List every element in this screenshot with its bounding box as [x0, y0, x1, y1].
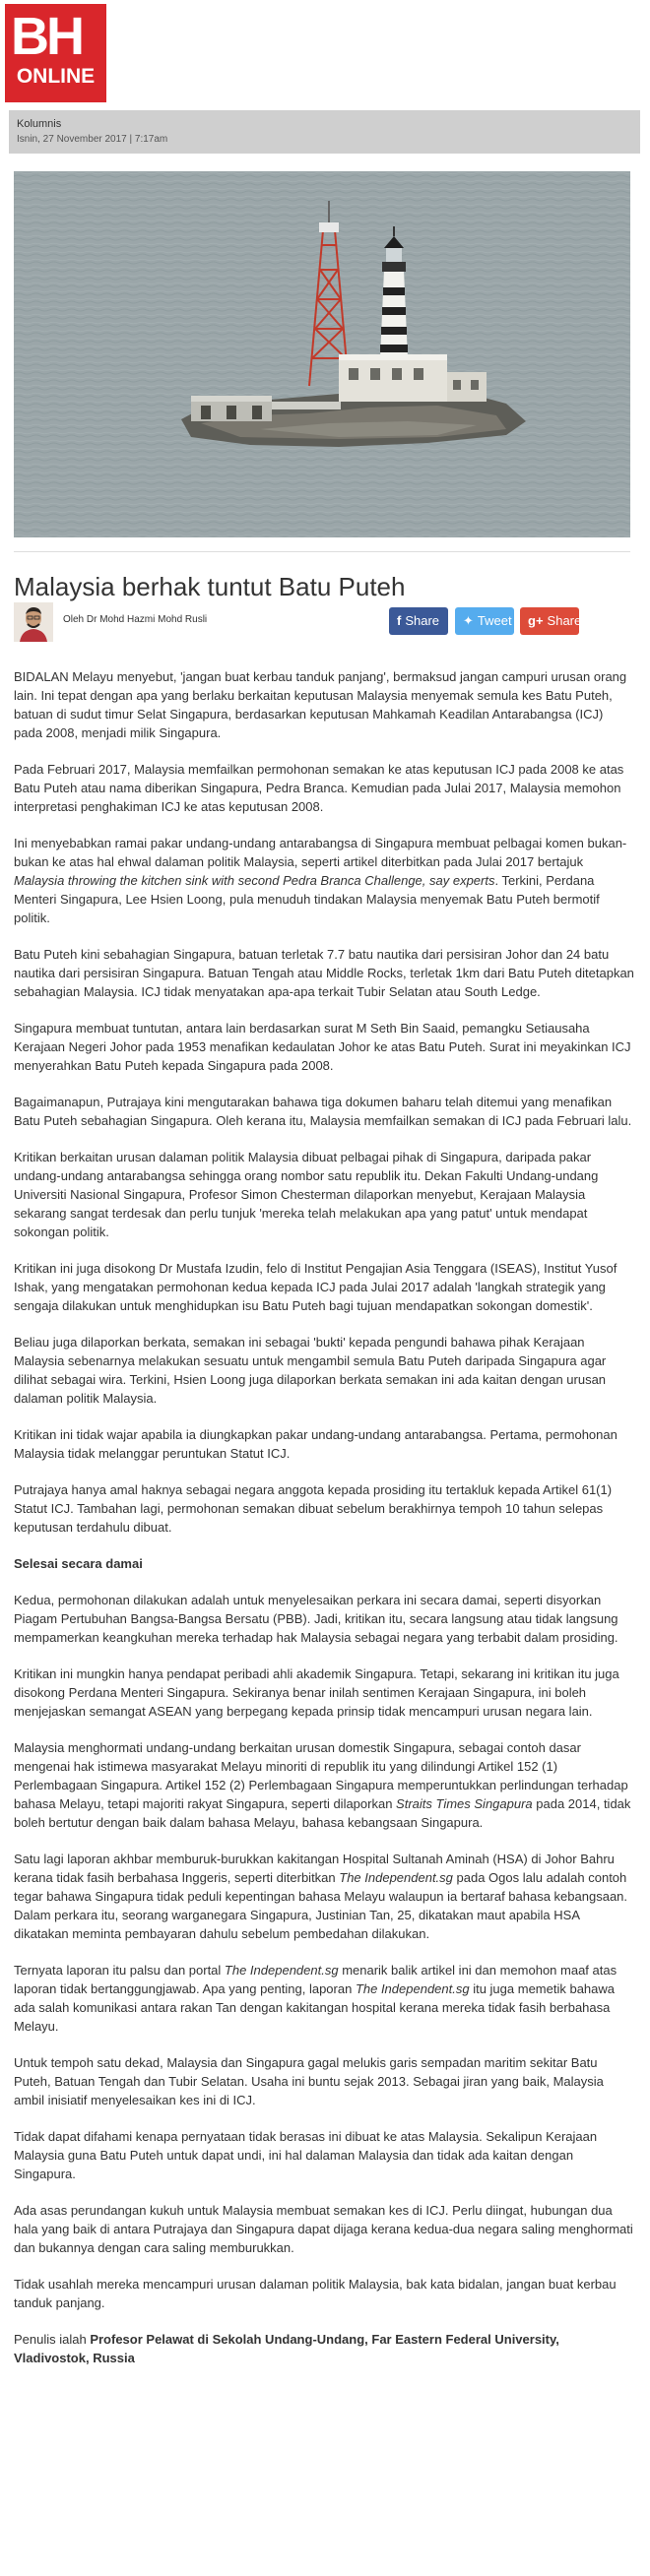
paragraph-7: Kritikan berkaitan urusan dalaman politik Malaysia dibuat pelbagai pihak di Singapura, daripada pakar undang-undang antarabangsa sehingga orang nombor satu republik itu. Dekan Fakulti Undang-undang Universiti Nasional Singapura, Profesor Simon Chesterman dilaporkan menyebut, Kerajaan Malaysia sekarang sangat terdesak dan perlu tunjuk 'mereka telah melakukan apa yang patut' untuk mendapat sokongan politik. [14, 1150, 599, 1239]
paragraph-18: Tidak dapat difahami kenapa pernyataan tidak berasas ini dibuat ke atas Malaysia. Sekalipun Kerajaan Malaysia guna Batu Puteh untuk dapat undi, ini hal dalaman Malaysia dan tidak ada kaitan dengan Singapura. [14, 2129, 598, 2181]
google-plus-share-button[interactable] [520, 607, 582, 635]
section-subheading: Selesai secara damai [14, 1556, 143, 1571]
writer-note [14, 2330, 634, 2367]
paragraph-16-text-b: menarik balik artikel ini dan memohon maaf atas laporan tidak bertanggungjawab. Apa yang penting, laporan [14, 1963, 618, 1996]
twitter-bird-icon: ✦ [463, 613, 474, 628]
paragraph-4: Batu Puteh kini sebahagian Singapura, batuan terletak 7.7 batu nautika dari persisiran Johor dan 24 batu nautika dari persisiran Singapura. Batuan Tengah atau Middle Rocks, terletak 1km dari Batu Puteh ditetapkan sebahagian Malaysia. ICJ tidak menyatakan apa-apa terkait Tubir Selatan atau South Ledge. [14, 947, 634, 999]
paragraph-16 [14, 1961, 634, 2036]
paragraph-16-text-c: itu juga memetik bahawa ada salah komunikasi antara rakan Tan dengan kakitangan hospital kerana mereka tidak fasih berbahasa Melayu. [14, 1981, 616, 2034]
paragraph-15-publication: The Independent.sg [339, 1870, 453, 1885]
article-body [14, 667, 634, 2385]
paragraph-3 [14, 834, 634, 927]
paragraph-11: Putrajaya hanya amal haknya sebagai negara anggota kepada prosiding itu tertakluk kepada Artikel 61(1) Statut ICJ. Tambahan lagi, permohonan semakan dibuat sebelum berakhirnya tempoh 10 tahun selepas keputusan terdahulu dibuat. [14, 1482, 613, 1535]
header-divider [14, 551, 630, 552]
paragraph-12: Kedua, permohonan dilakukan adalah untuk menyelesaikan perkara ini secara damai, seperti disyorkan Piagam Pertubuhan Bangsa-Bangsa Bersatu (PBB). Jadi, kritikan itu, secara langsung atau tidak langsung mempamerkan keangkuhan mereka terhadap hak Malaysia sebagai negara yang terbabit dalam prosiding. [14, 1593, 618, 1645]
google-plus-icon: g+ [528, 613, 544, 628]
paragraph-19: Ada asas perundangan kukuh untuk Malaysia membuat semakan kes di ICJ. Perlu diingat, hubungan dua hala yang baik di antara Putrajaya dan Singapura dapat dijaga kerana kedua-dua negara saling menghormati dan bukannya dengan cara saling memburukkan. [14, 2203, 633, 2255]
hero-image-lighthouse [14, 171, 630, 537]
paragraph-9: Beliau juga dilaporkan berkata, semakan ini sebagai 'bukti' kepada pengundi bahawa pihak Kerajaan Malaysia sebenarnya melakukan sesuatu untuk mengambil semula Batu Puteh daripada Singapura agar dilihat sebagai wira. Terkini, Hsien Loong juga dilaporkan berkata semakan ini ada kaitan dengan urusan dalaman politik Malaysia. [14, 1335, 607, 1406]
paragraph-15 [14, 1850, 634, 1943]
logo-bh-text: BH [11, 7, 82, 66]
paragraph-3-text-b: . Terkini, Perdana Menteri Singapura, Lee Hsien Loong, pula menuduh tindakan Malaysia menyemak Batu Puteh bermotif politik. [14, 873, 600, 925]
paragraph-14-publication: Straits Times Singapura [396, 1796, 533, 1811]
publish-datetime: Isnin, 27 November 2017 | 7:17am [17, 134, 168, 145]
author-byline: Oleh Dr Mohd Hazmi Mohd Rusli [63, 614, 208, 625]
category-label: Kolumnis [17, 118, 62, 130]
facebook-share-button[interactable] [389, 607, 448, 635]
paragraph-10: Kritikan ini tidak wajar apabila ia diungkapkan pakar undang-undang antarabangsa. Pertama, permohonan Malaysia tidak melanggar peruntukan Statut ICJ. [14, 1427, 618, 1461]
twitter-tweet-button[interactable] [455, 607, 514, 635]
paragraph-15-text-a: Satu lagi laporan akhbar memburuk-burukkan kakitangan Hospital Sultanah Aminah (HSA) di Johor Bahru kerana tidak fasih berbahasa Inggeris, seperti diterbitkan [14, 1852, 615, 1885]
paragraph-3-text-a: Ini menyebabkan ramai pakar undang-undang antarabangsa di Singapura membuat pelbagai komen bukan-bukan ke atas hal ehwal dalaman politik Malaysia, seperti artikel diterbitkan pada Julai 2017 bertajuk [14, 836, 627, 869]
paragraph-8: Kritikan ini juga disokong Dr Mustafa Izudin, felo di Institut Pengajian Asia Tenggara (ISEAS), Institut Yusof Ishak, yang mengatakan permohonan kedua kepada ICJ pada Julai 2017 adalah 'langkah strategik yang sengaja dilakukan untuk menghidupkan isu Batu Puteh bagi tujuan mendapatkan sokongan domestik'. [14, 1261, 618, 1313]
author-portrait-icon [14, 602, 53, 642]
paragraph-14 [14, 1738, 634, 1832]
paragraph-16-publication-2: The Independent.sg [355, 1981, 470, 1996]
paragraph-1: BIDALAN Melayu menyebut, 'jangan buat kerbau tanduk panjang', bermaksud jangan campuri urusan orang lain. Ini tepat dengan apa yang berlaku berkaitan keputusan Malaysia menyemak semula kes Batu Puteh, batuan di sudut timur Selat Singapura, berdasarkan keputusan Mahkamah Keadilan Antarabangsa (ICJ) pada 2008, menjadi milik Singapura. [14, 669, 627, 740]
paragraph-17: Untuk tempoh satu dekad, Malaysia dan Singapura gagal melukis garis sempadan maritim sekitar Batu Puteh, Batuan Tengah dan Tubir Selatan. Usaha ini buntu sejak 2013. Sebagai jiran yang baik, Malaysia ambil inisiatif menyelesaikan kes ini di ICJ. [14, 2055, 604, 2107]
paragraph-16-publication-1: The Independent.sg [224, 1963, 339, 1978]
article-headline: Malaysia berhak tuntut Batu Puteh [14, 572, 406, 601]
writer-note-prefix: Penulis ialah [14, 2332, 91, 2347]
article-meta-bar [9, 110, 640, 154]
paragraph-5: Singapura membuat tuntutan, antara lain berdasarkan surat M Seth Bin Saaid, pemangku Setiausaha Kerajaan Negeri Johor pada 1953 menafikan kedaulatan Johor ke atas Batu Puteh. Surat ini meyakinkan ICJ menyerahkan Batu Puteh kepada Singapura pada 2008. [14, 1021, 631, 1073]
twitter-tweet-label: Tweet [477, 613, 512, 628]
writer-note-affiliation: Profesor Pelawat di Sekolah Undang-Undang, Far Eastern Federal University, Vladivostok, Russia [14, 2332, 559, 2365]
paragraph-20: Tidak usahlah mereka mencampuri urusan dalaman politik Malaysia, bak kata bidalan, jangan buat kerbau tanduk panjang. [14, 2277, 617, 2310]
logo-online-text: ONLINE [16, 65, 96, 88]
paragraph-15-text-b: pada Ogos lalu adalah contoh tegar bahawa Singapura tidak peduli kepentingan bahasa Melayu walaupun ia bertaraf bahasa kebangsaan. Dalam perkara itu, seorang warganegara Singapura, Justinian Tan, 25, dikatakan maut apabila HSA dikatakan meminta pembayaran dahulu sebelum pembedahan dilakukan. [14, 1870, 628, 1941]
paragraph-16-text-a: Ternyata laporan itu palsu dan portal [14, 1963, 225, 1978]
paragraph-13: Kritikan ini mungkin hanya pendapat peribadi ahli akademik Singapura. Tetapi, sekarang ini kritikan itu juga disokong Perdana Menteri Singapura. Sekiranya benar inilah sentimen Kerajaan Singapura, ini boleh menjejaskan semangat ASEAN yang berpegang kepada prinsip tidak mencampuri urusan negara lain. [14, 1666, 619, 1719]
paragraph-14-text-b: pada 2014, tidak boleh bertutur dengan baik dalam bahasa Melayu, bahasa kebangsaan Singapura. [14, 1796, 631, 1830]
facebook-icon: f [397, 613, 402, 628]
facebook-share-label: Share [405, 613, 440, 628]
paragraph-2: Pada Februari 2017, Malaysia memfailkan permohonan semakan ke atas keputusan ICJ pada 2008 ke atas Batu Puteh atau nama diberikan Singapura, Pedra Branca. Kemudian pada Julai 2017, Malaysia memohon interpretasi penghakiman ICJ ke atas keputusan 2008. [14, 762, 624, 814]
google-plus-share-label: Share [547, 613, 582, 628]
lighthouse-illustration [14, 171, 630, 537]
paragraph-6: Bagaimanapun, Putrajaya kini mengutarakan bahawa tiga dokumen baharu telah ditemui yang menafikan Batu Puteh sebahagian Singapura. Oleh kerana itu, Malaysia memfailkan semakan di ICJ pada Februari lalu. [14, 1095, 632, 1128]
author-avatar [14, 602, 53, 642]
bh-online-logo[interactable] [5, 4, 106, 102]
paragraph-14-text-a: Malaysia menghormati undang-undang berkaitan urusan domestik Singapura, sebagai contoh dasar mengenai hak istimewa masyarakat Melayu minoriti di republik itu yang dilindungi Artikel 152 (1) Perlembagaan Singapura. Artikel 152 (2) Perlembagaan Singapura memperuntukkan perlindungan terhadap bahasa Melayu, tetapi majoriti rakyat Singapura, seperti dilaporkan [14, 1740, 628, 1811]
paragraph-3-article-title: Malaysia throwing the kitchen sink with second Pedra Branca Challenge, say experts [14, 873, 495, 888]
